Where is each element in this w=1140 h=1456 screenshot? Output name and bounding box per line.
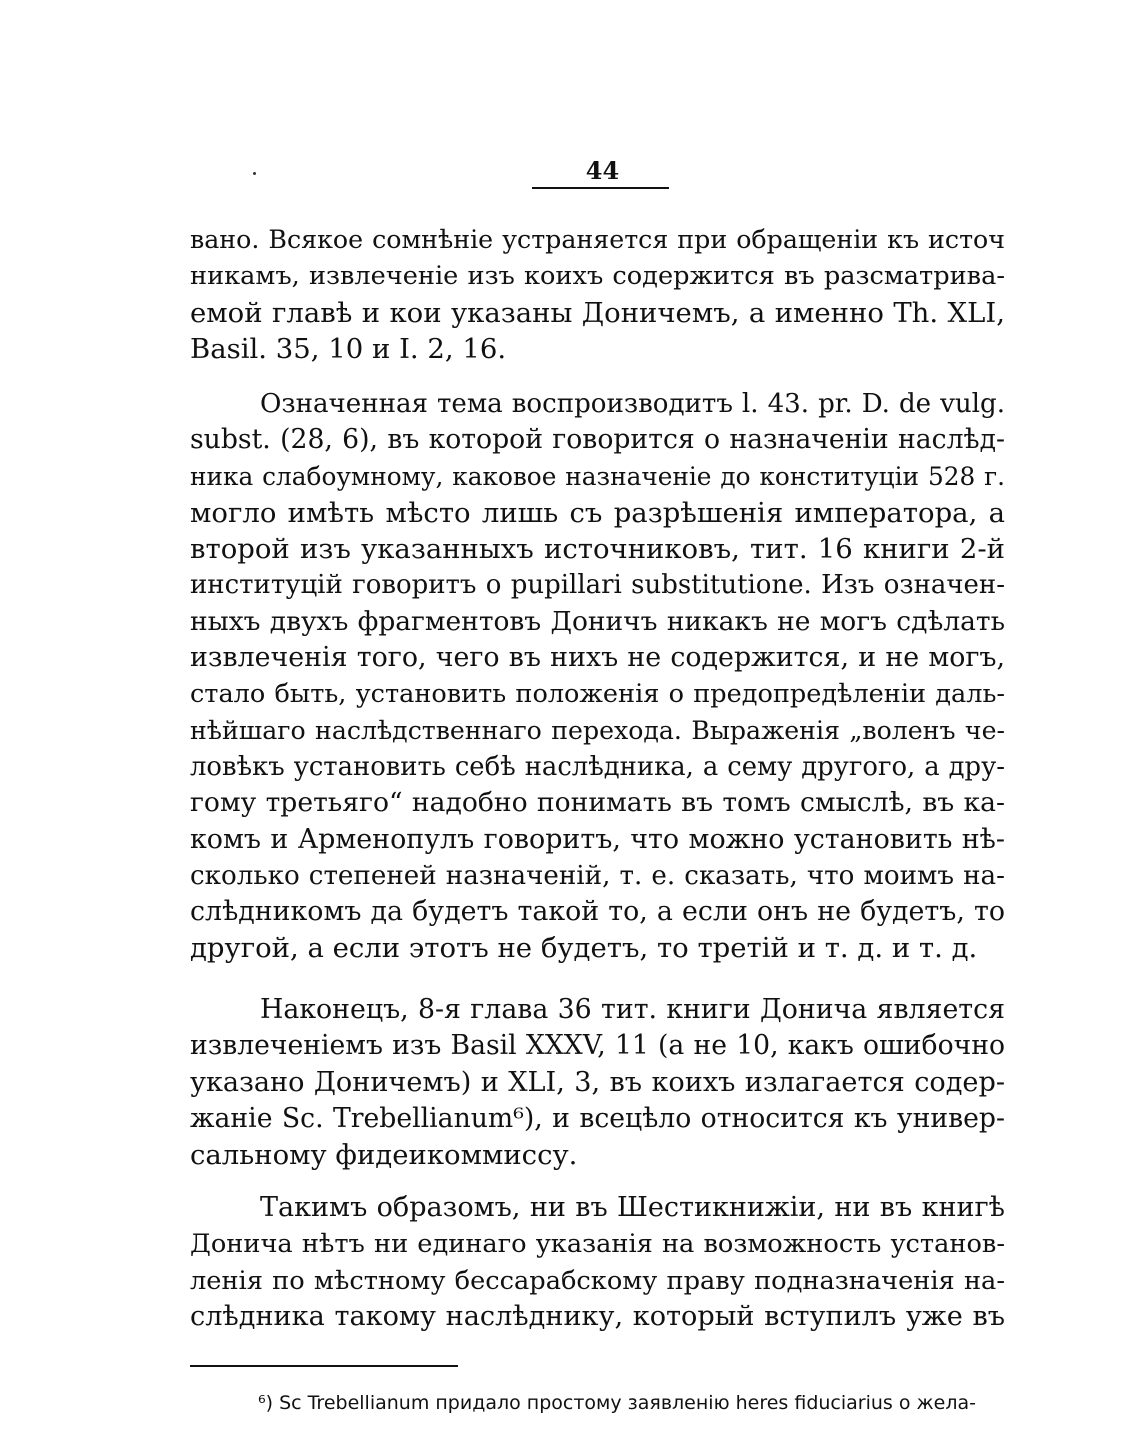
text-line: институцій говоритъ о pupillari substitutione. Изъ означен- bbox=[190, 570, 1005, 601]
text-line: ленія по мѣстному бессарабскому праву подназначенія на- bbox=[190, 1265, 1005, 1296]
stray-mark bbox=[253, 172, 256, 175]
text-line: ника слабоумному, каковое назначеніе до конституціи 528 г. bbox=[190, 461, 1005, 491]
paragraph-1 bbox=[190, 222, 1005, 367]
text-line: никамъ, извлеченіе изъ коихъ содержится въ разсматрива- bbox=[190, 261, 1005, 292]
page-number: 44 bbox=[585, 156, 620, 185]
text-line: слѣдникомъ да будетъ такой то, а если онъ не будетъ, то bbox=[190, 896, 1005, 928]
text-line: Basil. 35, 10 и I. 2, 16. bbox=[190, 332, 507, 365]
text-line: извлеченіемъ изъ Basil XXXV, 11 (а не 10, какъ ошибочно bbox=[190, 1030, 1005, 1062]
text-line: извлеченія того, чего въ нихъ не содержится, и не могъ, bbox=[190, 642, 1005, 674]
text-line: слѣдника такому наслѣднику, который вступилъ уже въ bbox=[190, 1300, 1005, 1332]
text-line: Донича нѣтъ ни единаго указанія на возможность установ- bbox=[190, 1229, 1005, 1260]
text-line: указано Доничемъ) и XLI, 3, въ коихъ излагается содер- bbox=[190, 1066, 1005, 1098]
text-line: могло имѣть мѣсто лишь съ разрѣшенія императора, а bbox=[190, 496, 1005, 529]
text-line: ныхъ двухъ фрагментовъ Доничъ никакъ не могъ сдѣлать bbox=[190, 605, 1005, 637]
text-line: Такимъ образомъ, ни въ Шестикнижіи, ни въ книгѣ bbox=[260, 1192, 1005, 1223]
paragraph-4 bbox=[190, 1190, 1005, 1335]
text-line: комъ и Арменопулъ говоритъ, что можно установить нѣ- bbox=[190, 823, 1005, 855]
text-line: жаніе Sc. Trebellianum⁶), и всецѣло относится къ универ- bbox=[190, 1102, 1005, 1134]
text-line: нѣйшаго наслѣдственнаго перехода. Выраженія „воленъ че- bbox=[190, 715, 1005, 745]
text-line: сальному фидеикоммиссу. bbox=[190, 1139, 578, 1172]
paragraph-2 bbox=[190, 386, 1005, 967]
text-line: стало быть, установить положенія о предопредѣленіи даль- bbox=[190, 679, 1005, 710]
text-line: subst. (28, 6), въ которой говорится о назначеніи наслѣд- bbox=[190, 424, 1005, 456]
text-line: второй изъ указанныхъ источниковъ, тит. 16 книги 2-й bbox=[190, 533, 1005, 566]
text-line: Означенная тема воспроизводитъ l. 43. pr. D. de vulg. bbox=[260, 389, 1005, 419]
footnote-rule bbox=[190, 1365, 458, 1367]
text-line: ловѣкъ установить себѣ наслѣдника, а сему другого, а дру- bbox=[190, 751, 1005, 782]
text-line: сколько степеней назначеній, т. е. сказать, что моимъ на- bbox=[190, 860, 1005, 891]
text-line: гому третьяго“ надобно понимать въ томъ смыслѣ, въ ка- bbox=[190, 787, 1005, 819]
paragraph-3 bbox=[190, 992, 1005, 1173]
text-line: вано. Всякое сомнѣніе устраняется при обращеніи къ источ bbox=[190, 225, 1005, 254]
text-line: Наконецъ, 8-я глава 36 тит. книги Донича является bbox=[260, 994, 1005, 1025]
text-line: емой главѣ и кои указаны Доничемъ, а именно Th. XLI, bbox=[190, 296, 1005, 329]
footnote: ⁶) Sc Trebellianum придало простому заявленію heres fiduciarius о жела- bbox=[258, 1392, 976, 1414]
text-line: другой, а если этотъ не будетъ, то третій и т. д. и т. д. bbox=[190, 932, 978, 965]
page-number-rule bbox=[532, 187, 669, 189]
